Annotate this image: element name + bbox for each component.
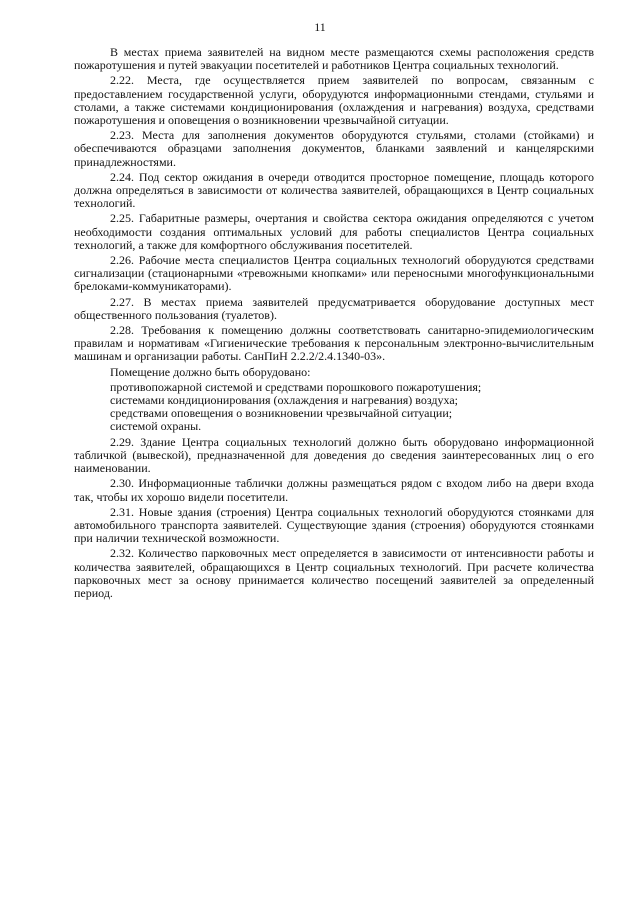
paragraph-equipment-intro: Помещение должно быть оборудовано: xyxy=(110,364,311,379)
paragraph-2-22: 2.22. Места, где осуществляется прием заявителей по вопросам, связанным с предоставлением государственной услуги, оборудуются информационными стендами, стульями и столами, а также системами кондиционирования (охлаждения и нагревания) воздуха, средствами пожаротушения и оповещения о возникновении чрезвычайной ситуации. xyxy=(74,73,594,128)
paragraph-2-28: 2.28. Требования к помещению должны соответствовать санитарно-эпидемиологическим правилам и нормативам «Гигиенические требования к персональным электронно-вычислительным машинам и организации работы. СанПиН 2.2.2/2.4.1340-03». xyxy=(74,323,594,364)
paragraph-evacuation-schemes: В местах приема заявителей на видном месте размещаются схемы расположения средств пожаротушения и путей эвакуации посетителей и работников Центра социальных технологий. xyxy=(74,45,594,73)
equipment-list-item: системами кондиционирования (охлаждения и нагревания) воздуха; xyxy=(110,393,458,408)
paragraph-2-24: 2.24. Под сектор ожидания в очереди отводится просторное помещение, площадь которого должна определяться в зависимости от количества заявителей, обращающихся в Центр социальных технологий. xyxy=(74,169,594,211)
paragraph-2-25: 2.25. Габаритные размеры, очертания и свойства сектора ожидания определяются с учетом необходимости создания оптимальных условий для работы специалистов Центра социальных технологий, а также для комфортного обслуживания посетителей. xyxy=(74,211,594,252)
paragraph-2-32: 2.32. Количество парковочных мест определяется в зависимости от интенсивности работы и количества заявителей, обращающихся в Центр социальных технологий. При расчете количества парковочных мест за основу принимается количество посещений заявителей за определенный период. xyxy=(74,546,594,600)
paragraph-2-30: 2.30. Информационные таблички должны размещаться рядом с входом либо на двери входа так, чтобы их хорошо видели посетители. xyxy=(74,476,594,504)
equipment-list-item: средствами оповещения о возникновении чрезвычайной ситуации; xyxy=(110,406,453,421)
document-body xyxy=(74,46,594,602)
paragraph-2-23: 2.23. Места для заполнения документов оборудуются стульями, столами (стойками) и обеспечиваются образцами заполнения документов, бланками заявлений и канцелярскими принадлежностями. xyxy=(74,128,594,169)
paragraph-2-31: 2.31. Новые здания (строения) Центра социальных технологий оборудуются стоянками для автомобильного транспорта заявителей. Существующие здания (строения) оборудуются стоянками при наличии технической возможности. xyxy=(74,504,594,546)
paragraph-2-29: 2.29. Здание Центра социальных технологий должно быть оборудовано информационной табличкой (вывеской), предназначенной для доведения до сведения заинтересованных лиц о его наименовании. xyxy=(74,434,594,476)
paragraph-2-27: 2.27. В местах приема заявителей предусматривается оборудование доступных мест общественного пользования (туалетов). xyxy=(74,294,594,322)
equipment-list-item: системой охраны. xyxy=(110,419,202,434)
page-number: 11 xyxy=(314,20,326,34)
paragraph-2-26: 2.26. Рабочие места специалистов Центра социальных технологий оборудуются средствами сигнализации (стационарными «тревожными кнопками» или переносными многофункциональными брелоками-коммуникаторами). xyxy=(74,253,594,294)
equipment-list-item: противопожарной системой и средствами порошкового пожаротушения; xyxy=(110,379,482,394)
